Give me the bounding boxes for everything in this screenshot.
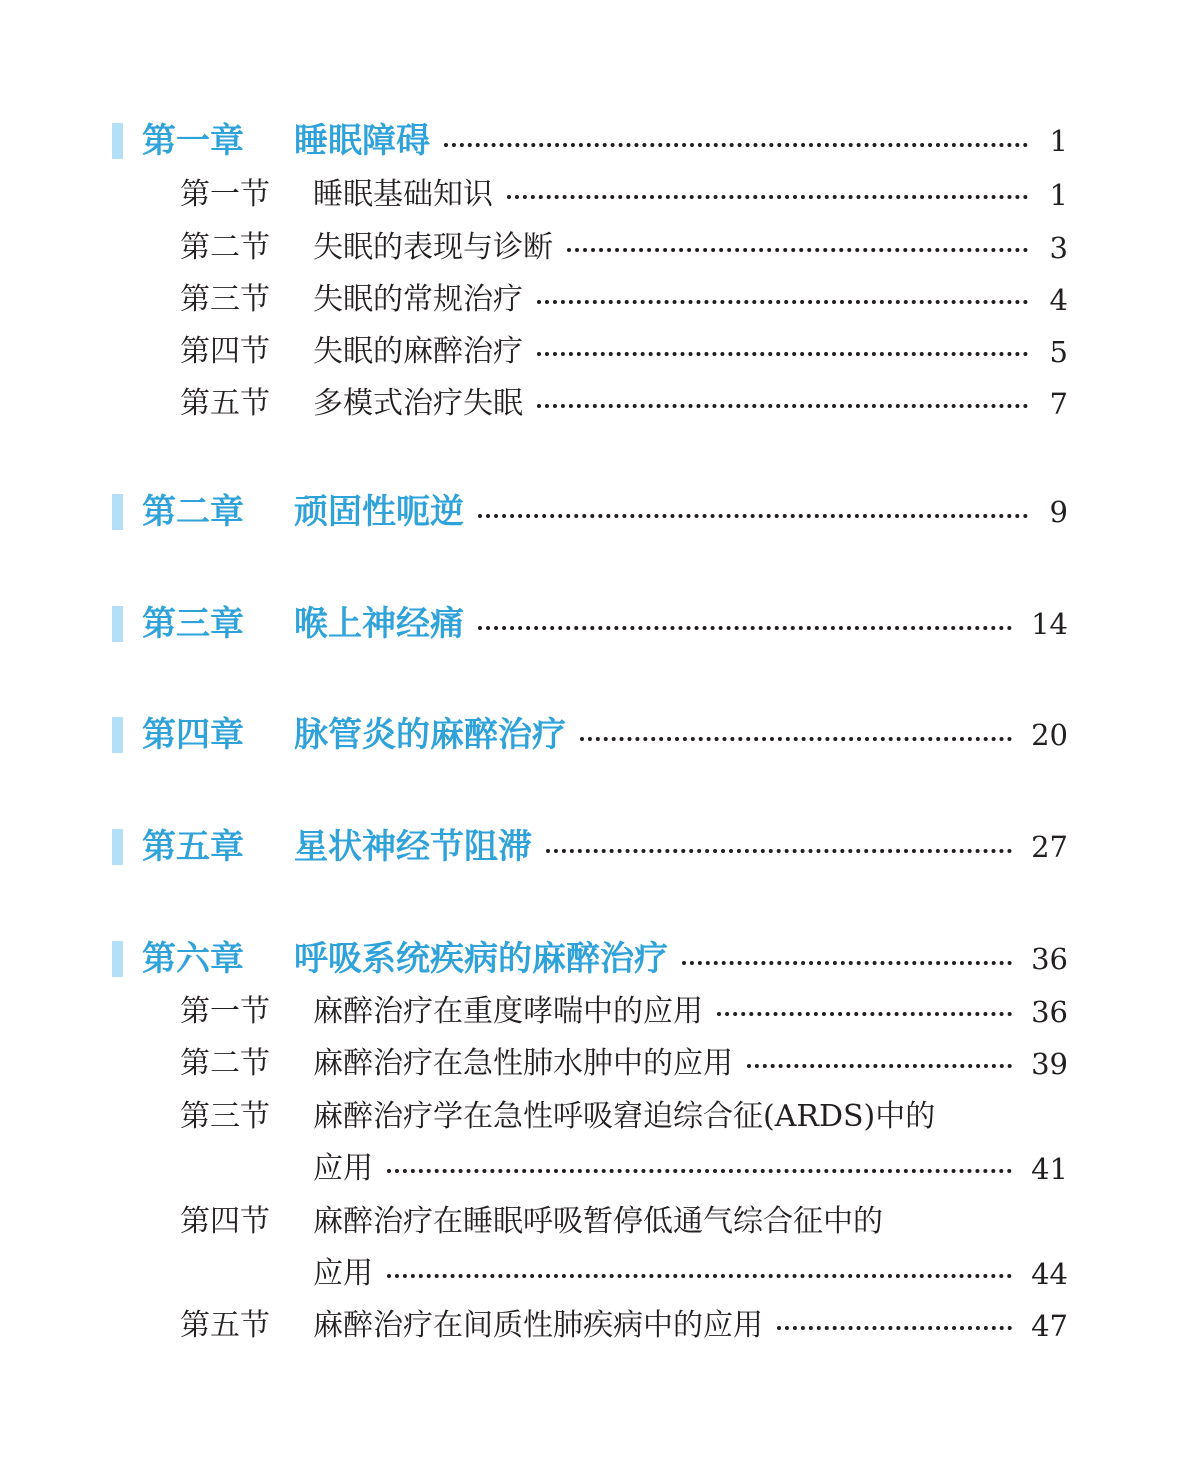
dot-leader [567, 248, 1028, 252]
section-label: 第四节 [180, 334, 270, 369]
page-number: 20 [1031, 718, 1068, 752]
toc-chapter-1[interactable] [112, 119, 1068, 163]
section-title: 多模式治疗失眠 [313, 386, 523, 421]
dot-leader [478, 626, 1012, 630]
dot-leader [537, 404, 1028, 408]
page-number: 5 [1049, 335, 1068, 369]
section-title: 睡眠基础知识 [313, 177, 493, 212]
chapter-label: 第四章 [142, 715, 244, 755]
dot-leader [537, 300, 1028, 304]
dot-leader [444, 143, 1028, 147]
page-number: 4 [1049, 283, 1068, 317]
section-title: 麻醉治疗在睡眠呼吸暂停低通气综合征中的 [313, 1204, 883, 1239]
page-number: 39 [1031, 1047, 1068, 1081]
chapter-marker-bar [112, 123, 123, 159]
section-label: 第二节 [180, 1046, 270, 1081]
page-number: 44 [1031, 1257, 1068, 1291]
chapter-label: 第三章 [142, 604, 244, 644]
toc-section[interactable] [180, 280, 1068, 320]
section-title: 麻醉治疗学在急性呼吸窘迫综合征(ARDS)中的 [313, 1099, 936, 1134]
page-number: 1 [1049, 124, 1068, 158]
section-label: 第一节 [180, 994, 270, 1029]
toc-chapter-5[interactable] [112, 825, 1068, 869]
chapter-marker-bar [112, 606, 123, 642]
dot-leader [546, 849, 1012, 853]
page-number: 14 [1031, 607, 1068, 641]
page-number: 27 [1031, 830, 1068, 864]
section-title-continued: 应用 [313, 1151, 373, 1186]
dot-leader [777, 1326, 1012, 1330]
chapter-title: 睡眠障碍 [294, 121, 430, 161]
chapter-title: 星状神经节阻滞 [294, 827, 532, 867]
chapter-marker-bar [112, 829, 123, 865]
toc-chapter-6[interactable] [112, 937, 1068, 981]
section-label: 第三节 [180, 1099, 270, 1134]
chapter-label: 第二章 [142, 492, 244, 532]
dot-leader [507, 195, 1028, 199]
section-label: 第三节 [180, 282, 270, 317]
dot-leader [387, 1169, 1012, 1173]
section-label: 第四节 [180, 1204, 270, 1239]
toc-section[interactable] [180, 992, 1068, 1032]
dot-leader [387, 1274, 1012, 1278]
section-label: 第五节 [180, 1308, 270, 1343]
toc-section[interactable] [180, 332, 1068, 372]
dot-leader [580, 737, 1012, 741]
page-number: 1 [1049, 178, 1068, 212]
toc-section[interactable] [180, 1097, 1068, 1189]
toc-section[interactable] [180, 1202, 1068, 1294]
dot-leader [478, 514, 1028, 518]
chapter-label: 第五章 [142, 827, 244, 867]
chapter-marker-bar [112, 717, 123, 753]
section-title: 失眠的常规治疗 [313, 282, 523, 317]
toc-chapter-2[interactable] [112, 490, 1068, 534]
section-title: 麻醉治疗在重度哮喘中的应用 [313, 994, 703, 1029]
page-number: 7 [1049, 387, 1068, 421]
toc-section[interactable] [180, 175, 1068, 215]
toc-section[interactable] [180, 384, 1068, 424]
dot-leader [537, 352, 1028, 356]
chapter-marker-bar [112, 494, 123, 530]
chapter-title: 顽固性呃逆 [294, 492, 464, 532]
section-label: 第一节 [180, 177, 270, 212]
section-label: 第五节 [180, 386, 270, 421]
toc-chapter-4[interactable] [112, 713, 1068, 757]
toc-section[interactable] [180, 228, 1068, 268]
chapter-title: 喉上神经痛 [294, 604, 464, 644]
dot-leader [717, 1012, 1012, 1016]
page-number: 41 [1031, 1152, 1068, 1186]
section-title-continued: 应用 [313, 1256, 373, 1291]
toc-chapter-3[interactable] [112, 602, 1068, 646]
section-label: 第二节 [180, 230, 270, 265]
page-number: 9 [1049, 495, 1068, 529]
dot-leader [682, 961, 1012, 965]
chapter-title: 脉管炎的麻醉治疗 [294, 715, 566, 755]
chapter-title: 呼吸系统疾病的麻醉治疗 [294, 939, 668, 979]
section-title: 麻醉治疗在间质性肺疾病中的应用 [313, 1308, 763, 1343]
section-title: 麻醉治疗在急性肺水肿中的应用 [313, 1046, 733, 1081]
page-number: 47 [1031, 1309, 1068, 1343]
section-title: 失眠的表现与诊断 [313, 230, 553, 265]
section-title: 失眠的麻醉治疗 [313, 334, 523, 369]
toc-section[interactable] [180, 1044, 1068, 1084]
chapter-label: 第一章 [142, 121, 244, 161]
page-number: 36 [1031, 995, 1068, 1029]
chapter-label: 第六章 [142, 939, 244, 979]
page-number: 3 [1049, 231, 1068, 265]
page-number: 36 [1031, 942, 1068, 976]
toc-section[interactable] [180, 1306, 1068, 1346]
chapter-marker-bar [112, 941, 123, 977]
dot-leader [747, 1064, 1012, 1068]
